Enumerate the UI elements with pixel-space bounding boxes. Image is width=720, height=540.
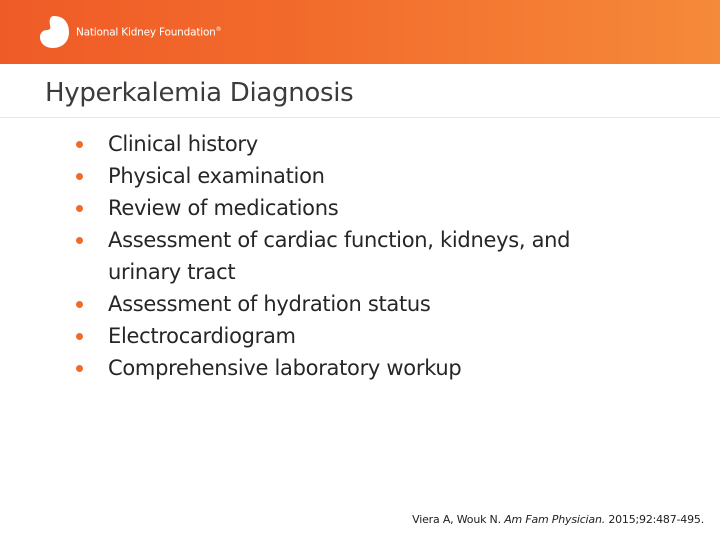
title-divider [0, 117, 720, 118]
bullet-item [74, 192, 634, 224]
bullet-item [74, 224, 634, 288]
bullet-text: Assessment of cardiac function, kidneys, and urinary tract [108, 228, 571, 284]
bullet-list [74, 128, 634, 384]
bullet-icon [76, 205, 83, 212]
slide-title: Hyperkalemia Diagnosis [45, 78, 354, 108]
bullet-icon [76, 237, 83, 244]
bullet-text: Assessment of hydration status [108, 292, 431, 316]
logo-text: National Kidney Foundation® [76, 25, 222, 39]
bullet-item [74, 288, 634, 320]
bullet-icon [76, 173, 83, 180]
bullet-item [74, 128, 634, 160]
bullet-text: Comprehensive laboratory workup [108, 356, 462, 380]
bullet-text: Physical examination [108, 164, 325, 188]
bullet-icon [76, 365, 83, 372]
citation [412, 513, 704, 526]
logo [38, 14, 221, 50]
citation-details: 2015;92:487-495. [608, 513, 704, 526]
bullet-item [74, 320, 634, 352]
header-band [0, 0, 720, 64]
citation-journal: Am Fam Physician. [504, 513, 606, 526]
bullet-text: Review of medications [108, 196, 339, 220]
bullet-icon [76, 141, 83, 148]
bullet-icon [76, 301, 83, 308]
kidney-logo-icon [38, 15, 70, 49]
bullet-item [74, 352, 634, 384]
bullet-text: Clinical history [108, 132, 258, 156]
citation-authors: Viera A, Wouk N. [412, 513, 501, 526]
bullet-text: Electrocardiogram [108, 324, 296, 348]
bullet-item [74, 160, 634, 192]
bullet-icon [76, 333, 83, 340]
